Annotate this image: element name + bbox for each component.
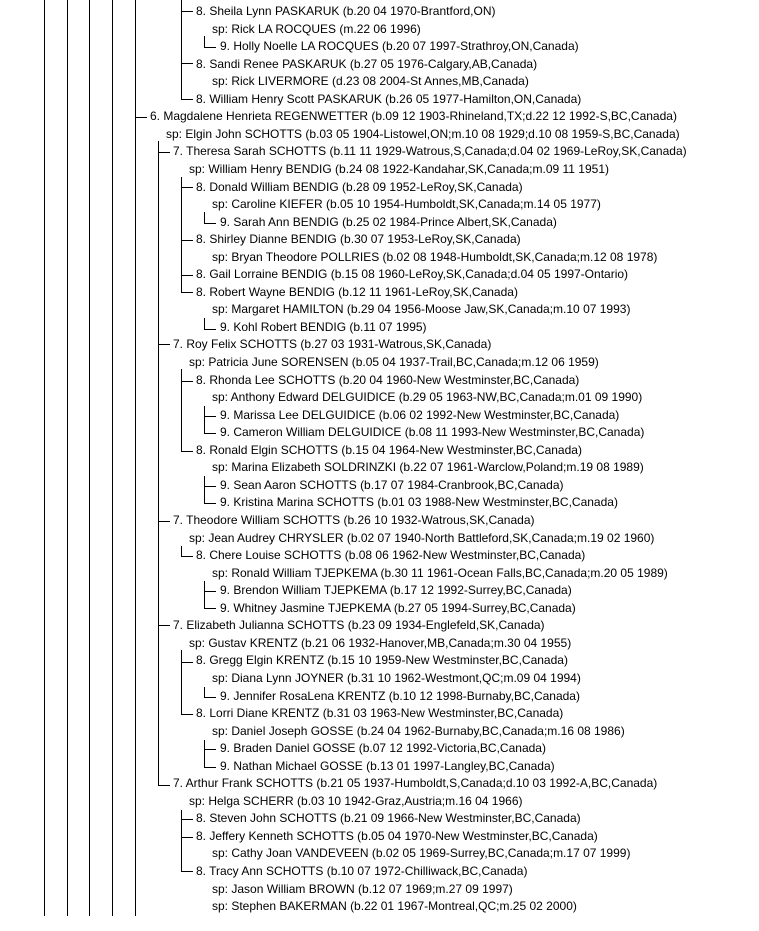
ancestor-line	[112, 0, 113, 916]
person-entry: 8. Rhonda Lee SCHOTTS (b.20 04 1960-New Westminster,BC,Canada)	[196, 372, 580, 387]
connector	[204, 433, 216, 434]
connector	[181, 871, 193, 872]
connector	[158, 152, 170, 153]
person-entry: 8. Robert Wayne BENDIG (b.12 11 1961-LeRoy,SK,Canada)	[196, 284, 518, 299]
person-entry: sp: Jason William BROWN (b.12 07 1969;m.27 09 1997)	[212, 881, 513, 896]
person-entry: sp: Bryan Theodore POLLRIES (b.02 08 1948-Humboldt,SK,Canada;m.12 08 1978)	[212, 249, 658, 264]
connector	[204, 608, 216, 609]
connector	[181, 837, 193, 838]
connector	[158, 785, 170, 786]
connector	[135, 117, 147, 118]
person-entry: 9. Sarah Ann BENDIG (b.25 02 1984-Prince Albert,SK,Canada)	[220, 214, 557, 229]
person-entry: 8. Shirley Dianne BENDIG (b.30 07 1953-LeRoy,SK,Canada)	[196, 232, 521, 247]
generation-9-line	[204, 318, 205, 329]
person-entry: sp: Rick LA ROCQUES (m.22 06 1996)	[212, 21, 421, 36]
person-entry: 8. Ronald Elgin SCHOTTS (b.15 04 1964-New Westminster,BC,Canada)	[196, 442, 582, 457]
generation-9-line	[204, 36, 205, 47]
connector	[158, 625, 170, 626]
connector	[204, 697, 216, 698]
ancestor-line	[44, 0, 45, 916]
person-entry: 9. Whitney Jasmine TJEPKEMA (b.27 05 1994-Surrey,BC,Canada)	[220, 600, 576, 615]
connector	[204, 223, 216, 224]
person-entry: sp: Helga SCHERR (b.03 10 1942-Graz,Austria;m.16 04 1966)	[189, 793, 523, 808]
connector	[181, 63, 193, 64]
person-entry: sp: Marina Elizabeth SOLDRINZKI (b.22 07 1961-Warclow,Poland;m.19 08 1989)	[212, 460, 644, 475]
connector	[204, 749, 216, 750]
person-entry: 8. William Henry Scott PASKARUK (b.26 05 1977-Hamilton,ON,Canada)	[196, 91, 582, 106]
person-entry: 9. Sean Aaron SCHOTTS (b.17 07 1984-Cranbrook,BC,Canada)	[220, 477, 564, 492]
person-entry: sp: Ronald William TJEPKEMA (b.30 11 1961-Ocean Falls,BC,Canada;m.20 05 1989)	[212, 565, 668, 580]
person-entry: 9. Kristina Marina SCHOTTS (b.01 03 1988-New Westminster,BC,Canada)	[220, 495, 618, 510]
connector	[181, 819, 193, 820]
connector	[204, 47, 216, 48]
ancestor-line	[67, 0, 68, 916]
connector	[181, 662, 193, 663]
person-entry: 9. Marissa Lee DELGUIDICE (b.06 02 1992-New Westminster,BC,Canada)	[220, 407, 620, 422]
generation-8-line	[181, 0, 182, 100]
generation-8-line	[181, 546, 182, 556]
person-entry: 7. Theodore William SCHOTTS (b.26 10 1932-Watrous,SK,Canada)	[173, 513, 535, 527]
person-entry: 9. Cameron William DELGUIDICE (b.08 11 1993-New Westminster,BC,Canada)	[220, 425, 645, 440]
connector	[181, 240, 193, 241]
connector	[181, 556, 193, 557]
person-entry: sp: Cathy Joan VANDEVEEN (b.02 05 1969-Surrey,BC,Canada;m.17 07 1999)	[212, 846, 631, 861]
connector	[204, 767, 216, 768]
generation-9-line	[204, 212, 205, 223]
connector	[181, 187, 193, 188]
connector	[158, 344, 170, 345]
connector	[204, 591, 216, 592]
person-entry: sp: Rick LIVERMORE (d.23 08 2004-St Annes,MB,Canada)	[212, 74, 529, 89]
person-entry: 8. Tracy Ann SCHOTTS (b.10 07 1972-Chilliwack,BC,Canada)	[196, 864, 528, 878]
generation-9-line	[204, 581, 205, 609]
person-entry: 9. Holly Noelle LA ROCQUES (b.20 07 1997-Strathroy,ON,Canada)	[220, 39, 579, 54]
person-entry: sp: Caroline KIEFER (b.05 10 1954-Humboldt,SK,Canada;m.14 05 1977)	[212, 197, 601, 212]
connector	[181, 714, 193, 715]
person-entry: 8. Gail Lorraine BENDIG (b.15 08 1960-LeRoy,SK,Canada;d.04 05 1997-Ontario)	[196, 267, 629, 282]
person-entry: sp: Gustav KRENTZ (b.21 06 1932-Hanover,MB,Canada;m.30 04 1955)	[189, 635, 572, 650]
person-entry: sp: Jean Audrey CHRYSLER (b.02 07 1940-North Battleford,SK,Canada;m.19 02 1960)	[189, 530, 655, 545]
person-entry: sp: William Henry BENDIG (b.24 08 1922-Kandahar,SK,Canada;m.09 11 1951)	[189, 162, 609, 176]
person-entry: sp: Diana Lynn JOYNER (b.31 10 1962-Westmont,QC;m.09 04 1994)	[212, 670, 581, 685]
connector	[204, 503, 216, 504]
generation-7-line	[158, 141, 159, 786]
generation-9-line	[204, 740, 205, 768]
person-entry: sp: Elgin John SCHOTTS (b.03 05 1904-Listowel,ON;m.10 08 1929;d.10 08 1959-S,BC,Canada)	[166, 126, 680, 141]
person-entry: sp: Daniel Joseph GOSSE (b.24 04 1962-Burnaby,BC,Canada;m.16 08 1986)	[212, 723, 625, 738]
person-entry: 8. Donald William BENDIG (b.28 09 1952-LeRoy,SK,Canada)	[196, 179, 523, 194]
person-entry: 9. Kohl Robert BENDIG (b.11 07 1995)	[220, 319, 427, 334]
person-entry: 7. Theresa Sarah SCHOTTS (b.11 11 1929-Watrous,S,Canada;d.04 02 1969-LeRoy,SK,Canada)	[173, 144, 687, 159]
generation-9-line	[204, 406, 205, 434]
connector	[181, 11, 193, 12]
generation-8-line	[181, 650, 182, 715]
person-entry: 9. Nathan Michael GOSSE (b.13 01 1997-Langley,BC,Canada)	[220, 758, 555, 773]
person-entry: 8. Gregg Elgin KRENTZ (b.15 10 1959-New Westminster,BC,Canada)	[196, 653, 568, 668]
person-entry: 8. Sheila Lynn PASKARUK (b.20 04 1970-Brantford,ON)	[196, 4, 496, 18]
person-entry: 9. Braden Daniel GOSSE (b.07 12 1992-Victoria,BC,Canada)	[220, 741, 546, 756]
connector	[181, 381, 193, 382]
connector	[204, 329, 216, 330]
person-entry: sp: Stephen BAKERMAN (b.22 01 1967-Montreal,QC;m.25 02 2000)	[212, 899, 577, 914]
connector	[204, 416, 216, 417]
ancestor-line	[135, 0, 136, 916]
person-entry: sp: Margaret HAMILTON (b.29 04 1956-Moose Jaw,SK,Canada;m.10 07 1993)	[212, 302, 631, 317]
person-entry: sp: Patricia June SORENSEN (b.05 04 1937-Trail,BC,Canada;m.12 06 1959)	[189, 355, 599, 369]
connector	[158, 521, 170, 522]
person-entry: 7. Arthur Frank SCHOTTS (b.21 05 1937-Humboldt,S,Canada;d.10 03 1992-A,BC,Canada)	[173, 776, 658, 791]
person-entry: 8. Jeffery Kenneth SCHOTTS (b.05 04 1970-New Westminster,BC,Canada)	[196, 828, 598, 843]
connector	[181, 292, 193, 293]
person-entry: 7. Roy Felix SCHOTTS (b.27 03 1931-Watrous,SK,Canada)	[173, 337, 492, 352]
person-entry: 9. Brendon William TJEPKEMA (b.17 12 1992-Surrey,BC,Canada)	[220, 583, 572, 598]
ancestor-line	[89, 0, 90, 916]
person-entry: sp: Anthony Edward DELGUIDICE (b.29 05 1963-NW,BC,Canada;m.01 09 1990)	[212, 390, 643, 405]
person-entry: 9. Jennifer RosaLena KRENTZ (b.10 12 1998-Burnaby,BC,Canada)	[220, 688, 580, 703]
person-entry: 8. Steven John SCHOTTS (b.21 09 1966-New Westminster,BC,Canada)	[196, 811, 581, 826]
connector	[204, 486, 216, 487]
connector	[181, 275, 193, 276]
person-entry: 6. Magdalene Henrieta REGENWETTER (b.09 12 1903-Rhineland,TX;d.22 12 1992-S,BC,Canada)	[150, 109, 677, 124]
generation-9-line	[204, 687, 205, 697]
generation-9-line	[204, 476, 205, 504]
connector	[181, 99, 193, 100]
person-entry: 8. Sandi Renee PASKARUK (b.27 05 1976-Calgary,AB,Canada)	[196, 56, 538, 71]
person-entry: 7. Elizabeth Julianna SCHOTTS (b.23 09 1934-Englefeld,SK,Canada)	[173, 618, 545, 633]
person-entry: 8. Lorri Diane KRENTZ (b.31 03 1963-New Westminster,BC,Canada)	[196, 706, 564, 720]
connector	[181, 451, 193, 452]
person-entry: 8. Chere Louise SCHOTTS (b.08 06 1962-New Westminster,BC,Canada)	[196, 548, 586, 563]
